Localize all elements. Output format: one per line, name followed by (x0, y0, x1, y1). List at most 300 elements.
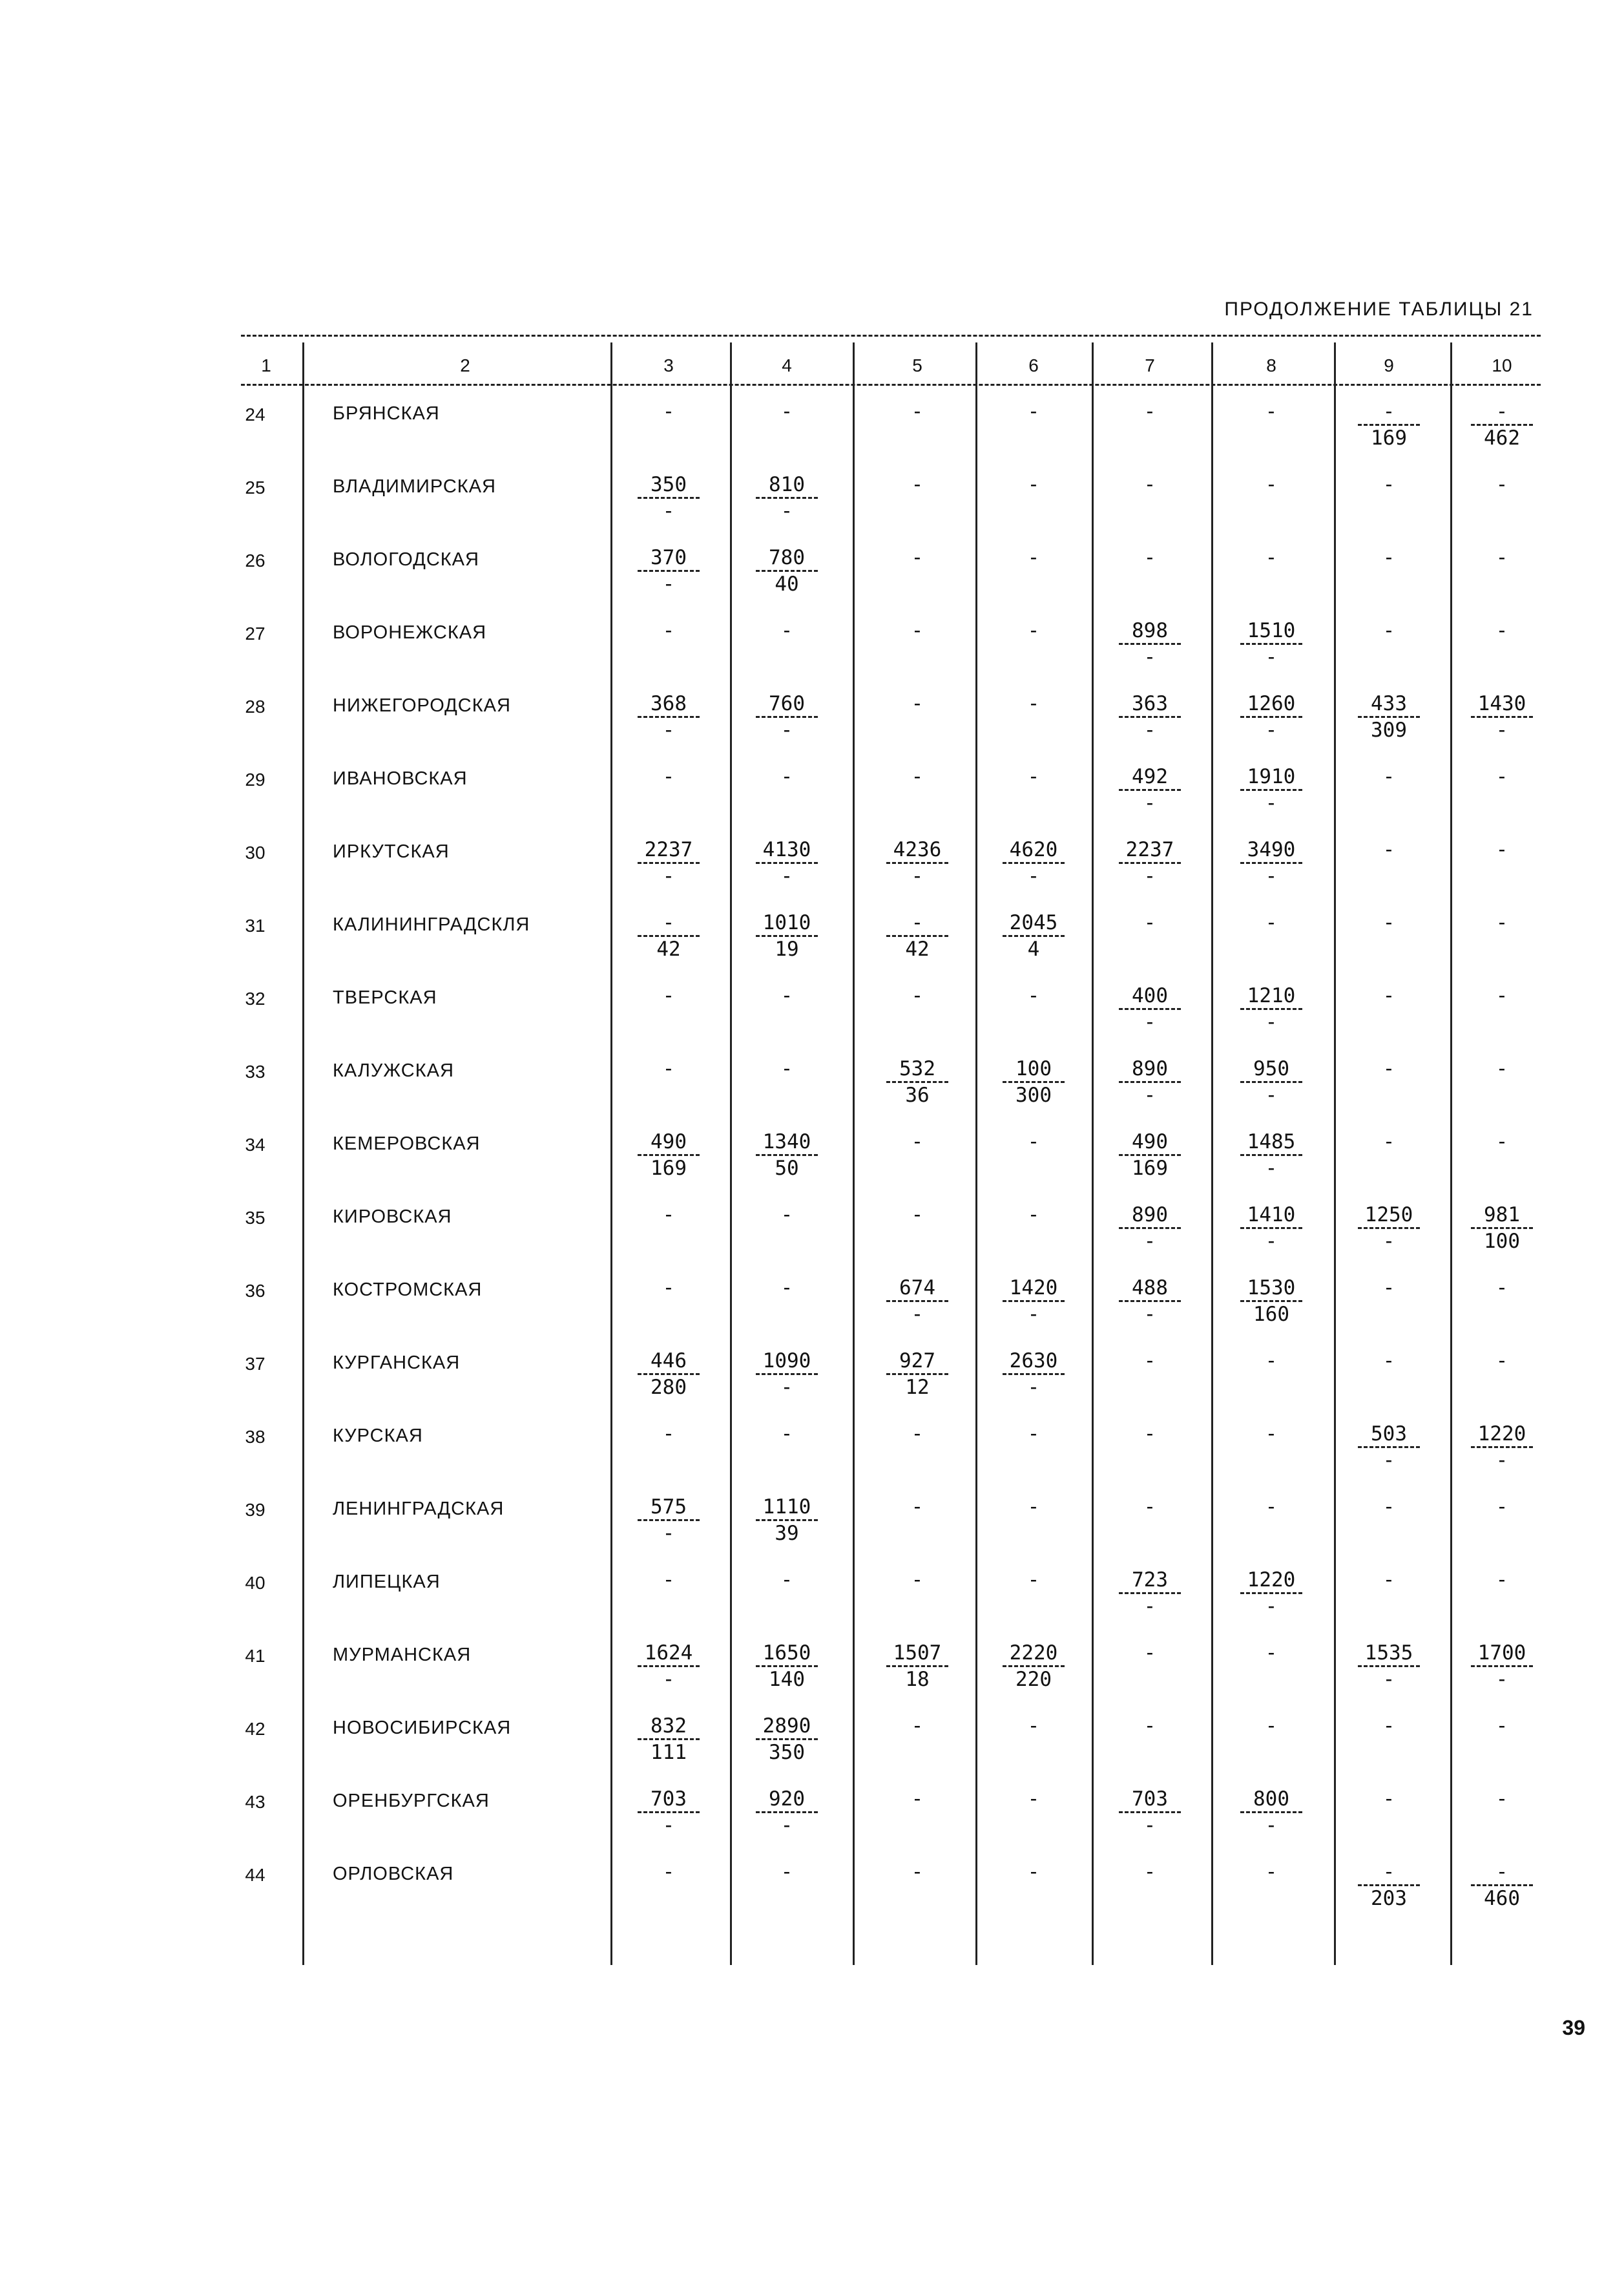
table-cell (1383, 1130, 1395, 1154)
table-cell (638, 1787, 700, 1838)
table-cell (1144, 1349, 1156, 1373)
table-cell (1383, 1787, 1395, 1811)
table-cell (886, 910, 948, 962)
page-number: 39 (1562, 2016, 1585, 2039)
cell-value: - (1495, 1349, 1508, 1372)
table-cell (756, 837, 818, 888)
table-cell (1383, 472, 1395, 497)
cell-value: - (1382, 1130, 1395, 1153)
table-cell (1265, 472, 1278, 497)
cell-subvalue: - (1265, 1595, 1278, 1618)
table-cell (781, 1056, 793, 1081)
table-cell (1358, 1641, 1420, 1692)
cell-subvalue: 169 (1371, 426, 1407, 450)
table-cell (638, 1714, 700, 1765)
table-cell (1144, 1714, 1156, 1738)
table-cell (1028, 618, 1040, 643)
row-number: 24 (245, 405, 265, 425)
table-cell (1028, 545, 1040, 570)
cell-value: - (1265, 473, 1278, 496)
cell-value: - (1027, 1495, 1040, 1519)
cell-value: - (662, 1057, 675, 1080)
cell-value: 981 (1484, 1203, 1520, 1226)
cell-value: - (1495, 473, 1508, 496)
cell-value: - (780, 1276, 793, 1299)
table-cell (1265, 399, 1278, 424)
table-cell (1028, 1130, 1040, 1154)
cell-value: - (1495, 984, 1508, 1007)
cell-subvalue: - (662, 499, 675, 523)
cell-subvalue: 36 (905, 1084, 930, 1107)
table-cell (1471, 1860, 1533, 1911)
cell-value: - (911, 1714, 924, 1738)
table-cell (886, 1349, 948, 1400)
table-cell (911, 764, 924, 789)
cell-value: 1250 (1364, 1203, 1413, 1226)
cell-value: - (1495, 838, 1508, 861)
cell-subvalue: - (1495, 1668, 1508, 1691)
table-cell (1003, 1056, 1065, 1108)
table-cell (1240, 764, 1302, 815)
cell-subvalue: 169 (1132, 1157, 1168, 1180)
cell-value: - (780, 765, 793, 788)
region-name: КЕМЕРОВСКАЯ (333, 1133, 481, 1154)
table-cell (1028, 1714, 1040, 1738)
table-cell (1028, 1787, 1040, 1811)
table-cell (1471, 691, 1533, 742)
table-cell (1265, 910, 1278, 935)
table-cell (1119, 691, 1181, 742)
cell-value: - (1027, 473, 1040, 496)
table-cell (663, 983, 675, 1008)
table-cell (1028, 1568, 1040, 1592)
table-cell (1496, 472, 1508, 497)
table-cell (1383, 1349, 1395, 1373)
table-cell (1383, 1568, 1395, 1592)
table-cell (1028, 1495, 1040, 1519)
column-divider (975, 342, 977, 1965)
cell-value: - (1027, 692, 1040, 715)
table-cell (781, 1568, 793, 1592)
cell-value: - (1265, 1495, 1278, 1519)
cell-value: - (911, 1203, 924, 1226)
table-cell (1496, 837, 1508, 862)
cell-value: - (1027, 400, 1040, 423)
cell-value: - (1027, 1714, 1040, 1738)
table-cell (1028, 472, 1040, 497)
table-cell (781, 764, 793, 789)
cell-value: - (780, 984, 793, 1007)
cell-value: 3490 (1247, 838, 1296, 861)
table-cell (781, 1860, 793, 1884)
table-cell (1496, 910, 1508, 935)
cell-value: - (1382, 1568, 1395, 1592)
row-number: 31 (245, 916, 265, 936)
table-cell (756, 472, 818, 523)
cell-value: 400 (1132, 984, 1168, 1007)
region-name: КАЛИНИНГРАДСКЛЯ (333, 914, 530, 935)
region-name: КУРГАНСКАЯ (333, 1352, 461, 1373)
table-cell (1265, 1641, 1278, 1665)
table-cell (1119, 764, 1181, 815)
table-cell (1240, 1568, 1302, 1619)
cell-value: - (1382, 1276, 1395, 1299)
cell-value: - (911, 619, 924, 642)
table-cell (886, 1056, 948, 1108)
table-cell (1144, 1641, 1156, 1665)
row-number: 25 (245, 478, 265, 498)
table-cell (911, 983, 924, 1008)
cell-value: 446 (651, 1349, 687, 1372)
cell-value: 703 (1132, 1787, 1168, 1811)
cell-subvalue: - (662, 573, 675, 596)
cell-value: 1624 (644, 1641, 693, 1665)
table-cell (1119, 1056, 1181, 1108)
table-cell (1265, 1714, 1278, 1738)
table-cell (911, 472, 924, 497)
table-cell (1003, 1349, 1065, 1400)
cell-value: 890 (1132, 1057, 1168, 1080)
cell-subvalue: - (1143, 646, 1156, 669)
table-cell (1144, 472, 1156, 497)
table-cell (1119, 1787, 1181, 1838)
cell-value: 800 (1253, 1787, 1289, 1811)
table-cell (638, 1641, 700, 1692)
cell-value: - (1027, 619, 1040, 642)
table-cell (756, 1714, 818, 1765)
table-cell (1028, 691, 1040, 716)
cell-value: 2630 (1009, 1349, 1058, 1372)
cell-value: - (1265, 1714, 1278, 1738)
cell-value: - (1495, 546, 1508, 569)
cell-subvalue: - (1143, 1595, 1156, 1618)
table-cell (1358, 1422, 1420, 1473)
table-cell (1003, 1641, 1065, 1692)
cell-value: - (1382, 400, 1395, 423)
table-cell (1119, 983, 1181, 1035)
table-cell (756, 1495, 818, 1546)
cell-subvalue: - (780, 719, 793, 742)
table-cell (1265, 1422, 1278, 1446)
row-number: 38 (245, 1427, 265, 1447)
cell-subvalue: 309 (1371, 719, 1407, 742)
cell-value: - (1143, 1495, 1156, 1519)
cell-value: - (662, 911, 675, 934)
cell-value: - (780, 1057, 793, 1080)
table-cell (756, 545, 818, 596)
table-cell (781, 399, 793, 424)
cell-subvalue: 18 (905, 1668, 930, 1691)
cell-value: - (1143, 1422, 1156, 1445)
cell-subvalue: - (1143, 1084, 1156, 1107)
cell-value: 368 (651, 692, 687, 715)
table-cell (1144, 910, 1156, 935)
table-cell (1240, 1130, 1302, 1181)
cell-value: 703 (651, 1787, 687, 1811)
cell-subvalue: - (662, 719, 675, 742)
table-cell (1383, 910, 1395, 935)
cell-subvalue: - (1265, 719, 1278, 742)
table-cell (1028, 1203, 1040, 1227)
cell-value: 950 (1253, 1057, 1289, 1080)
cell-value: 1260 (1247, 692, 1296, 715)
cell-value: 2237 (1125, 838, 1174, 861)
column-divider (302, 342, 304, 1965)
cell-value: - (1382, 1714, 1395, 1738)
cell-subvalue: - (1027, 1303, 1040, 1326)
table-cell (911, 691, 924, 716)
table-cell (663, 1568, 675, 1592)
table-cell (1358, 1860, 1420, 1911)
region-name: КИРОВСКАЯ (333, 1206, 452, 1227)
table-cell (1383, 764, 1395, 789)
region-name: НОВОСИБИРСКАЯ (333, 1718, 512, 1738)
cell-value: - (1143, 1349, 1156, 1372)
cell-subvalue: 350 (769, 1741, 805, 1764)
cell-subvalue: - (1265, 1230, 1278, 1253)
cell-value: 1485 (1247, 1130, 1296, 1153)
cell-value: 350 (651, 473, 687, 496)
cell-subvalue: - (1143, 865, 1156, 888)
cell-value: - (1382, 911, 1395, 934)
cell-value: - (1265, 400, 1278, 423)
table-cell (638, 472, 700, 523)
cell-value: - (911, 400, 924, 423)
row-number: 39 (245, 1500, 265, 1520)
cell-subvalue: - (1265, 1011, 1278, 1034)
table-cell (1383, 983, 1395, 1008)
cell-value: 2890 (762, 1714, 811, 1738)
cell-value: - (1143, 546, 1156, 569)
row-number: 29 (245, 770, 265, 790)
table-cell (1028, 764, 1040, 789)
cell-subvalue: 42 (656, 938, 681, 961)
cell-value: - (1265, 1860, 1278, 1884)
cell-value: 492 (1132, 765, 1168, 788)
cell-value: 1430 (1477, 692, 1526, 715)
cell-value: 2220 (1009, 1641, 1058, 1665)
table-cell (638, 691, 700, 742)
column-divider (1450, 342, 1452, 1965)
cell-subvalue: 220 (1015, 1668, 1052, 1691)
cell-value: 1700 (1477, 1641, 1526, 1665)
table-cell (1471, 1203, 1533, 1254)
region-name: ИРКУТСКАЯ (333, 841, 450, 862)
cell-value: 1650 (762, 1641, 811, 1665)
table-cell (1358, 1203, 1420, 1254)
row-number: 30 (245, 843, 265, 863)
cell-value: 1910 (1247, 765, 1296, 788)
cell-value: - (1027, 1203, 1040, 1226)
cell-value: - (1027, 984, 1040, 1007)
cell-value: - (1143, 911, 1156, 934)
cell-value: - (1495, 765, 1508, 788)
table-cell (1240, 1056, 1302, 1108)
cell-value: 4620 (1009, 838, 1058, 861)
table-cell (1028, 1860, 1040, 1884)
cell-subvalue: - (780, 1814, 793, 1837)
row-number: 32 (245, 989, 265, 1009)
table-cell (1496, 1714, 1508, 1738)
table-cell (663, 618, 675, 643)
table-cell (1496, 1349, 1508, 1373)
table-cell (1471, 399, 1533, 450)
row-number: 44 (245, 1865, 265, 1885)
cell-value: - (911, 911, 924, 934)
cell-value: - (662, 1568, 675, 1592)
cell-value: - (1495, 1276, 1508, 1299)
table-cell (663, 1203, 675, 1227)
cell-subvalue: 460 (1484, 1887, 1520, 1910)
table-cell (1240, 837, 1302, 888)
table-cell (1240, 1276, 1302, 1327)
cell-value: - (1495, 1787, 1508, 1811)
region-name: ВОЛОГОДСКАЯ (333, 549, 479, 570)
table-cell (1144, 1495, 1156, 1519)
table-cell (1119, 837, 1181, 888)
table-cell (1496, 764, 1508, 789)
table-cell (663, 764, 675, 789)
cell-value: 927 (899, 1349, 935, 1372)
cell-value: 1510 (1247, 619, 1296, 642)
cell-value: 1535 (1364, 1641, 1413, 1665)
cell-value: 890 (1132, 1203, 1168, 1226)
header-top-rule (241, 335, 1541, 337)
cell-value: - (1143, 1860, 1156, 1884)
row-number: 40 (245, 1573, 265, 1593)
table-cell (1471, 1422, 1533, 1473)
cell-subvalue: - (1027, 865, 1040, 888)
table-cell (1028, 399, 1040, 424)
cell-subvalue: - (1495, 1449, 1508, 1472)
table-cell (1383, 1056, 1395, 1081)
column-divider (1092, 342, 1094, 1965)
cell-value: - (1495, 619, 1508, 642)
row-number: 36 (245, 1281, 265, 1301)
cell-value: 1507 (893, 1641, 942, 1665)
row-number: 27 (245, 624, 265, 644)
table-cell (781, 618, 793, 643)
table-cell (911, 1714, 924, 1738)
cell-value: 1090 (762, 1349, 811, 1372)
cell-value: - (1265, 1422, 1278, 1445)
table-cell (1383, 618, 1395, 643)
table-cell (1119, 1203, 1181, 1254)
cell-subvalue: 19 (775, 938, 799, 961)
table-cell (911, 1203, 924, 1227)
column-divider (853, 342, 855, 1965)
column-header: 6 (1028, 355, 1039, 375)
column-divider (1211, 342, 1213, 1965)
cell-value: - (1495, 1568, 1508, 1592)
row-number: 33 (245, 1062, 265, 1082)
cell-subvalue: 111 (651, 1741, 687, 1764)
cell-value: - (1265, 1641, 1278, 1665)
cell-subvalue: - (662, 1668, 675, 1691)
table-cell (638, 1349, 700, 1400)
cell-value: - (911, 1495, 924, 1519)
cell-value: - (1382, 473, 1395, 496)
cell-subvalue: 40 (775, 573, 799, 596)
cell-subvalue: - (1143, 1303, 1156, 1326)
cell-value: - (662, 1422, 675, 1445)
cell-value: - (911, 1422, 924, 1445)
cell-subvalue: - (662, 1522, 675, 1545)
table-cell (1028, 983, 1040, 1008)
cell-value: - (911, 1130, 924, 1153)
cell-subvalue: - (1265, 646, 1278, 669)
column-divider (1334, 342, 1336, 1965)
cell-subvalue: - (911, 865, 924, 888)
cell-value: - (1382, 1860, 1395, 1884)
table-cell (886, 1276, 948, 1327)
cell-subvalue: - (662, 1814, 675, 1837)
cell-value: 488 (1132, 1276, 1168, 1299)
cell-value: 674 (899, 1276, 935, 1299)
cell-subvalue: - (1143, 1230, 1156, 1253)
cell-value: 1420 (1009, 1276, 1058, 1299)
cell-value: - (911, 546, 924, 569)
cell-value: - (911, 1787, 924, 1811)
table-cell (911, 1860, 924, 1884)
table-cell (1144, 1422, 1156, 1446)
table-cell (781, 1276, 793, 1300)
table-cell (1240, 691, 1302, 742)
cell-value: 503 (1371, 1422, 1407, 1445)
table-cell (1028, 1422, 1040, 1446)
table-cell (638, 837, 700, 888)
table-cell (756, 1349, 818, 1400)
cell-value: - (662, 984, 675, 1007)
table-cell (1144, 399, 1156, 424)
table-cell (1265, 545, 1278, 570)
table-cell (638, 1495, 700, 1546)
cell-subvalue: - (1382, 1449, 1395, 1472)
cell-value: 898 (1132, 619, 1168, 642)
table-cell (1496, 1568, 1508, 1592)
cell-subvalue: - (1143, 792, 1156, 815)
table-cell (1471, 1641, 1533, 1692)
cell-subvalue: 300 (1015, 1084, 1052, 1107)
cell-value: - (911, 692, 924, 715)
table-cell (756, 691, 818, 742)
cell-value: - (780, 400, 793, 423)
table-cell (781, 1422, 793, 1446)
cell-subvalue: 39 (775, 1522, 799, 1545)
region-name: ЛЕНИНГРАДСКАЯ (333, 1498, 505, 1519)
cell-subvalue: - (1143, 1814, 1156, 1837)
table-cell (1496, 1495, 1508, 1519)
table-cell (1265, 1495, 1278, 1519)
cell-subvalue: 140 (769, 1668, 805, 1691)
cell-subvalue: - (1265, 1814, 1278, 1837)
cell-subvalue: - (1382, 1230, 1395, 1253)
cell-value: - (1265, 1349, 1278, 1372)
cell-value: 2237 (644, 838, 693, 861)
column-divider (730, 342, 732, 1965)
table-cell (1119, 618, 1181, 669)
table-cell (1383, 1714, 1395, 1738)
row-number: 35 (245, 1208, 265, 1228)
cell-value: - (911, 473, 924, 496)
cell-subvalue: - (1265, 1157, 1278, 1180)
cell-subvalue: - (1143, 719, 1156, 742)
cell-value: - (780, 1422, 793, 1445)
cell-value: - (911, 984, 924, 1007)
cell-value: - (662, 1860, 675, 1884)
table-cell (1383, 837, 1395, 862)
cell-subvalue: 280 (651, 1376, 687, 1399)
